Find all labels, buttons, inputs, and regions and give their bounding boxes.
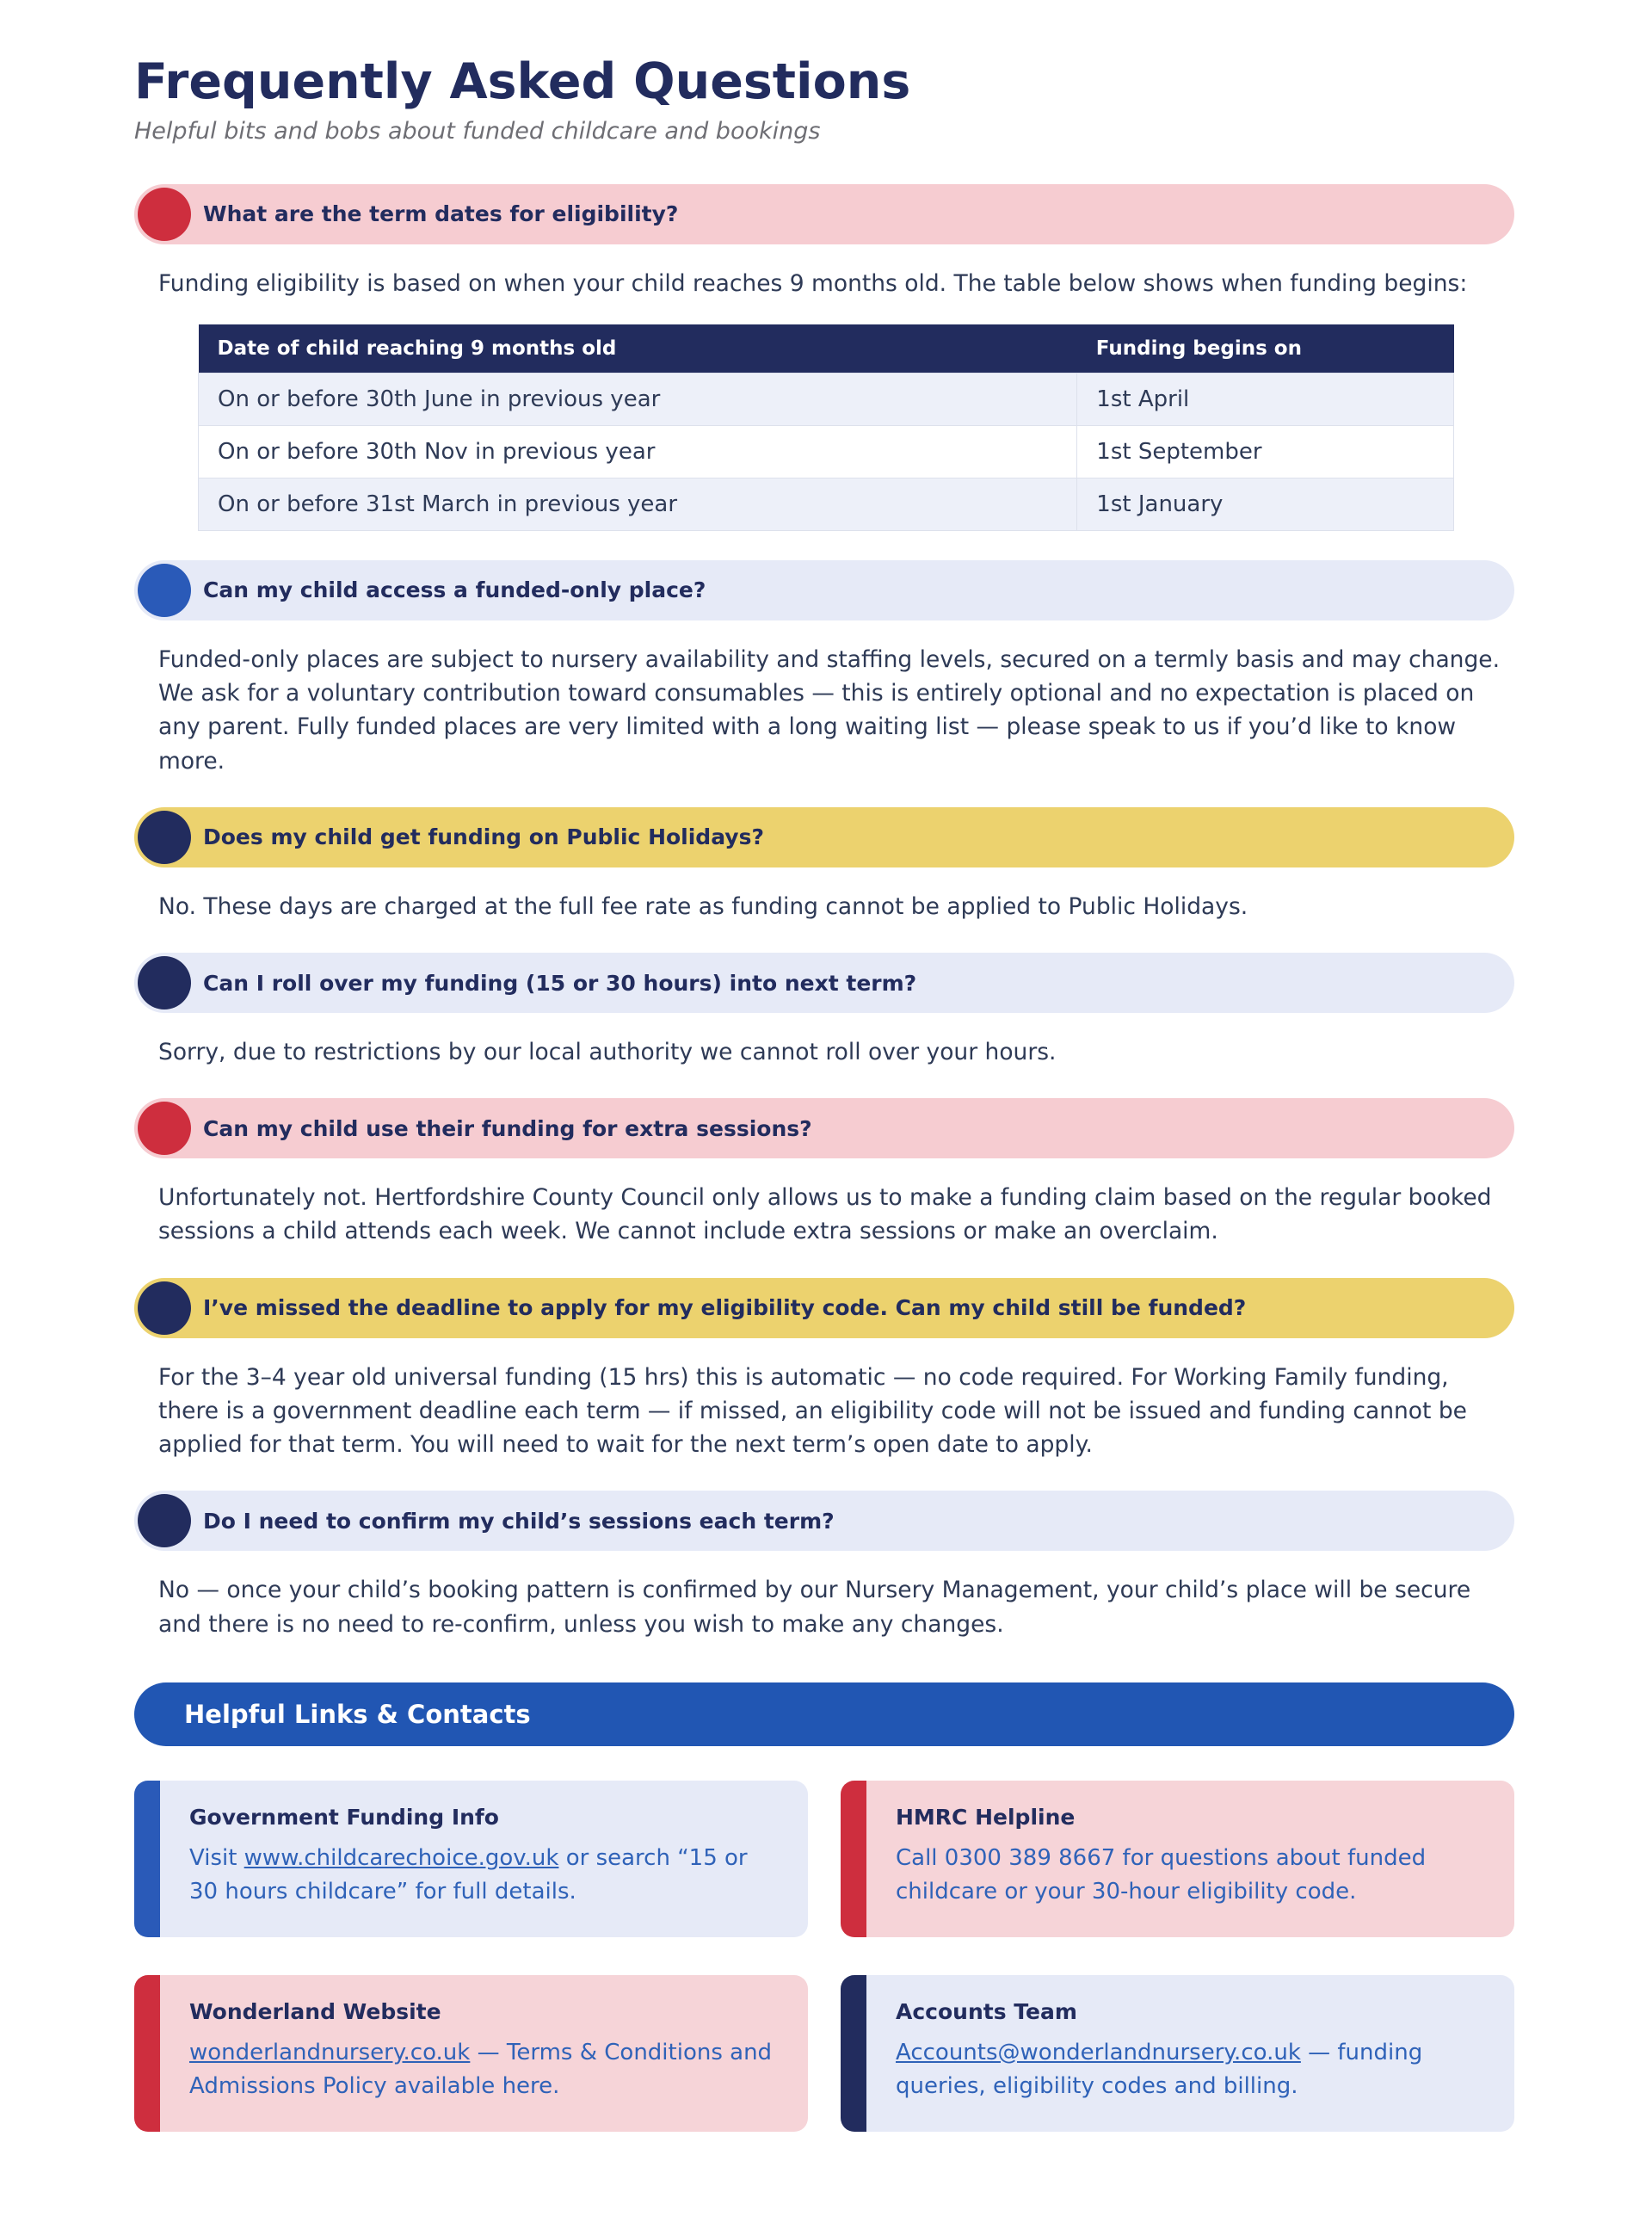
- wonderland-website-link[interactable]: wonderlandnursery.co.uk: [189, 2039, 471, 2065]
- card-text-before: Visit: [189, 1844, 244, 1871]
- table-cell: 1st September: [1077, 425, 1454, 478]
- faq-question: I’ve missed the deadline to apply for my eligibility code. Can my child still be funded?: [203, 1295, 1247, 1321]
- card-body: [160, 1781, 808, 1937]
- table-header-cell: Funding begins on: [1077, 324, 1454, 374]
- childcarechoice-link[interactable]: www.childcarechoice.gov.uk: [243, 1844, 559, 1871]
- faq-item-funded-only-place: [134, 560, 1514, 778]
- circle-accent-icon: [138, 811, 191, 864]
- card-government-funding-info: [134, 1781, 808, 1937]
- faq-answer: Sorry, due to restrictions by our local authority we cannot roll over your hours.: [158, 1039, 1057, 1065]
- faq-question: What are the term dates for eligibility?: [203, 201, 679, 227]
- circle-accent-icon: [138, 1102, 191, 1155]
- card-accent-bar: [841, 1781, 866, 1937]
- faq-question: Do I need to confirm my child’s sessions each term?: [203, 1508, 835, 1534]
- card-text: [896, 1842, 1485, 1909]
- faq-list: [134, 184, 1514, 2132]
- card-hmrc-helpline: [841, 1781, 1514, 1937]
- card-wonderland-website: [134, 1975, 808, 2132]
- faq-question-pill: [134, 1491, 1514, 1551]
- card-title: Government Funding Info: [189, 1804, 499, 1830]
- faq-answer: No — once your child’s booking pattern is confirmed by our Nursery Management, your child’s place will be secure and there is no need to re-confirm, unless you wish to make any changes.: [158, 1577, 1471, 1638]
- card-accounts-team: [841, 1975, 1514, 2132]
- table-header-cell: Date of child reaching 9 months old: [199, 324, 1077, 374]
- table-cell: On or before 31st March in previous year: [199, 478, 1077, 530]
- card-text: [896, 2036, 1485, 2103]
- faq-question: Can I roll over my funding (15 or 30 hours) into next term?: [203, 970, 917, 996]
- faq-question: Can my child use their funding for extra sessions?: [203, 1115, 812, 1141]
- links-banner: [134, 1682, 1514, 1746]
- card-text-after: — funding queries, eligibility codes and billing.: [896, 2039, 1423, 2099]
- faq-question: Does my child get funding on Public Holidays?: [203, 824, 764, 850]
- table-row: [199, 425, 1454, 478]
- table-header-row: [199, 324, 1454, 374]
- faq-answer: No. These days are charged at the full fee rate as funding cannot be applied to Public Holidays.: [158, 892, 1248, 920]
- faq-question-pill: [134, 184, 1514, 244]
- circle-accent-icon: [138, 188, 191, 241]
- circle-accent-icon: [138, 956, 191, 1009]
- faq-answer: Unfortunately not. Hertfordshire County Council only allows us to make a funding claim based on the regular booked sessions a child attends each week. We cannot include extra sessions or make an overclaim.: [158, 1184, 1492, 1245]
- card-text-after: — Terms & Conditions and Admissions Policy available here.: [189, 2039, 773, 2099]
- page-subtitle: Helpful bits and bobs about funded childcare and bookings: [134, 117, 821, 145]
- faq-question-pill: [134, 953, 1514, 1013]
- card-text: [189, 1842, 779, 1909]
- faq-question: Can my child access a funded-only place?: [203, 577, 706, 603]
- faq-item-extra-sessions: [134, 1098, 1514, 1248]
- links-cards: [134, 1781, 1514, 2132]
- faq-question-pill: [134, 807, 1514, 867]
- table-cell: 1st January: [1077, 478, 1454, 530]
- table-cell: On or before 30th June in previous year: [199, 373, 1077, 425]
- card-text: [189, 2036, 779, 2103]
- card-title: Accounts Team: [896, 1998, 1077, 2024]
- faq-question-pill: [134, 1098, 1514, 1158]
- faq-item-missed-deadline: [134, 1278, 1514, 1462]
- card-title: HMRC Helpline: [896, 1804, 1076, 1830]
- card-title: Wonderland Website: [189, 1998, 441, 2024]
- card-accent-bar: [134, 1781, 160, 1937]
- faq-item-term-dates: [134, 184, 1514, 531]
- card-body: [866, 1975, 1514, 2132]
- faq-answer: Funding eligibility is based on when your child reaches 9 months old. The table below shows when funding begins:: [158, 269, 1468, 297]
- card-accent-bar: [134, 1975, 160, 2132]
- table-cell: On or before 30th Nov in previous year: [199, 425, 1077, 478]
- page-title: Frequently Asked Questions: [134, 53, 911, 110]
- faq-answer: For the 3–4 year old universal funding (15 hrs) this is automatic — no code required. For Working Family funding, there is a government deadline each term — if missed, an eligibility code will not be issued and funding cannot be applied for that term. You will need to wait for the next term’s open date to apply.: [158, 1363, 1467, 1459]
- table-cell: 1st April: [1077, 373, 1454, 425]
- faq-item-roll-over-funding: [134, 953, 1514, 1069]
- faq-item-public-holidays: [134, 807, 1514, 923]
- funding-table: [198, 324, 1454, 531]
- table-row: [199, 478, 1454, 530]
- faq-item-confirm-sessions: [134, 1491, 1514, 1640]
- links-banner-title: Helpful Links & Contacts: [184, 1699, 531, 1729]
- circle-accent-icon: [138, 1494, 191, 1547]
- table-row: [199, 373, 1454, 425]
- circle-accent-icon: [138, 564, 191, 617]
- faq-answer: Funded-only places are subject to nursery availability and staffing levels, secured on a termly basis and may change. We ask for a voluntary contribution toward consumables — this is entirely optional and no expectation is placed on any parent. Fully funded places are very limited with a long waiting list — please speak to us if you’d like to know more.: [158, 645, 1501, 775]
- card-text-after: Call 0300 389 8667 for questions about funded childcare or your 30-hour eligibility code.: [896, 1844, 1427, 1905]
- card-body: [866, 1781, 1514, 1937]
- page-header: [134, 55, 1514, 145]
- card-body: [160, 1975, 808, 2132]
- accounts-email-link[interactable]: Accounts@wonderlandnursery.co.uk: [896, 2039, 1301, 2065]
- card-accent-bar: [841, 1975, 866, 2132]
- card-text-after: or search “15 or 30 hours childcare” for full details.: [189, 1844, 748, 1905]
- circle-accent-icon: [138, 1281, 191, 1335]
- faq-question-pill: [134, 560, 1514, 620]
- faq-question-pill: [134, 1278, 1514, 1338]
